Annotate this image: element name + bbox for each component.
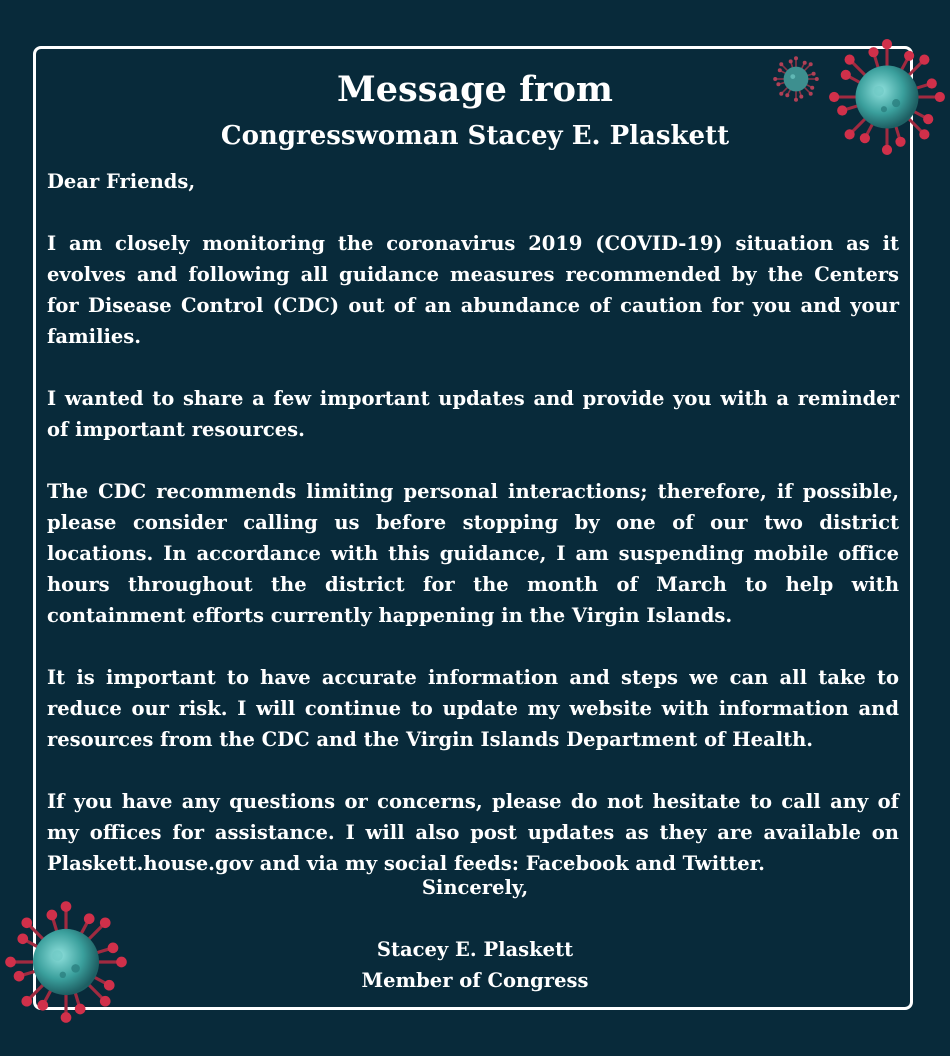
signature-name: Stacey E. Plaskett: [376, 938, 574, 961]
letter-paragraph: The CDC recommends limiting personal interactions; therefore, if possible, please consider calling us before stopping by one of our two district locations. In accordance with this guidance, I am suspending mobile office hours throughout the district for the month of March to help with containment efforts currently happening in the Virgin Islands.: [47, 480, 899, 627]
letter-paragraph: It is important to have accurate information and steps we can all take to reduce our risk. I will continue to update my website with information and resources from the CDC and the Virgin Islands Department of Health.: [47, 666, 899, 751]
signature-title: Member of Congress: [361, 969, 589, 992]
letter-body: [47, 166, 899, 910]
coronavirus-icon: [2, 898, 130, 1026]
letter-paragraph: If you have any questions or concerns, please do not hesitate to call any of my offices for assistance. I will also post updates as they are available on Plaskett.house.gov and via my social feeds: Facebook and Twitter.: [47, 790, 899, 875]
coronavirus-icon: [772, 55, 820, 103]
letter-closing: Sincerely,: [421, 876, 529, 899]
letter-paragraph: I am closely monitoring the coronavirus 2019 (COVID-19) situation as it evolves and following all guidance measures recommended by the Centers for Disease Control (CDC) out of an abundance of caution for you and your families.: [47, 232, 899, 348]
coronavirus-icon: [826, 36, 948, 158]
page-subtitle: Congresswoman Stacey E. Plaskett: [220, 121, 730, 151]
page-title: Message from: [337, 69, 613, 110]
letter-paragraph: I wanted to share a few important updates and provide you with a reminder of important resources.: [47, 387, 899, 441]
letter-greeting: Dear Friends,: [47, 170, 196, 193]
